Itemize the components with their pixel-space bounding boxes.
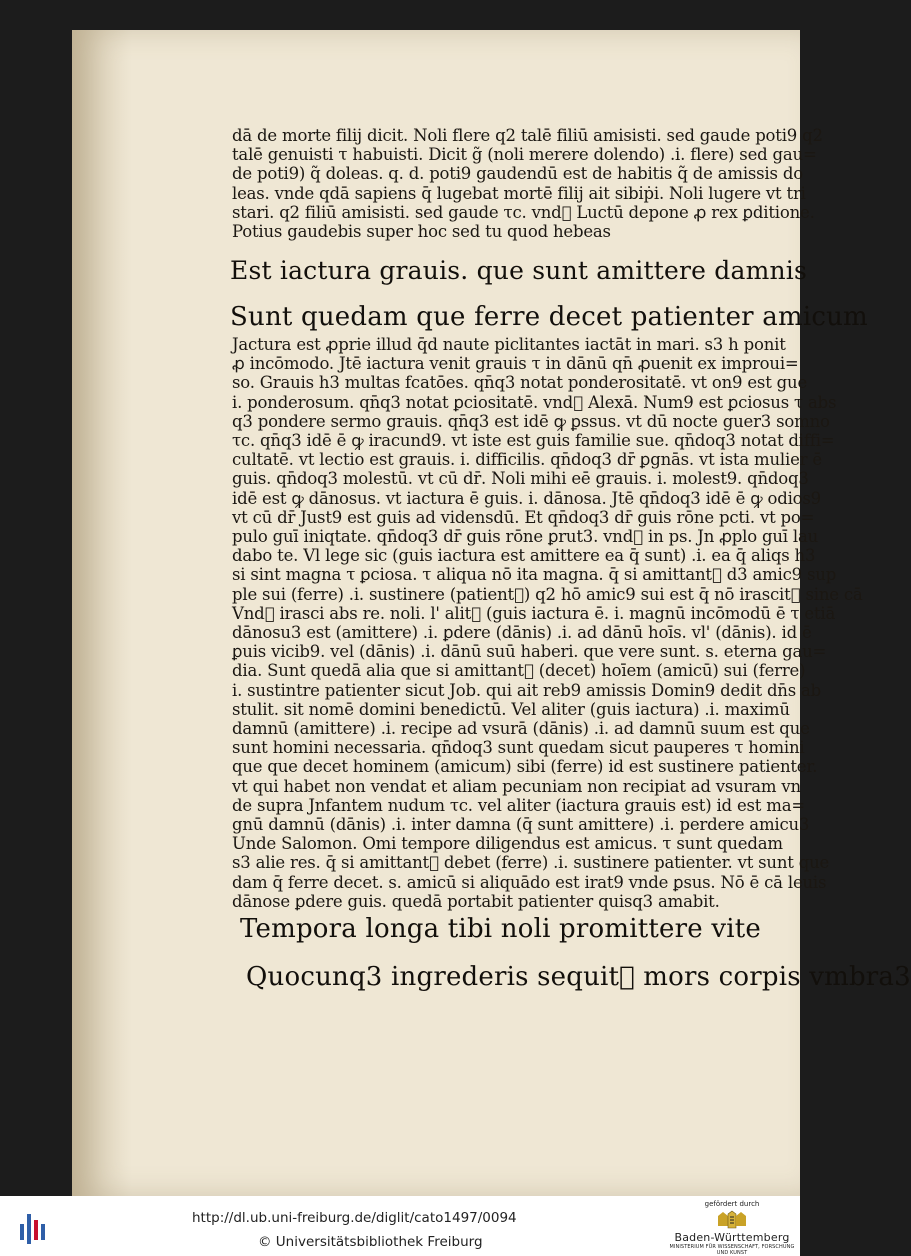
gloss-line: stulit. sit nomē domini benedictū. Vel aliter (guis iactura) .i. maximū bbox=[232, 699, 790, 719]
gloss-line: sunt homini necessaria. qn̄doq3 sunt quedam sicut pauperes τ homini bbox=[232, 738, 805, 758]
gloss-line: Jactura est ꝓprie illud q̄d naute piclitantes iactāt in mari. s3 h ponit bbox=[232, 335, 786, 354]
page-shadow bbox=[72, 30, 132, 1196]
funder-name: Baden-Württemberg bbox=[674, 1231, 790, 1244]
gloss-line: de poti9) q̃ doleas. q. d. poti9 gaudendū est de habitis q̃ de amissis do bbox=[232, 164, 803, 184]
gloss-line: leas. vnde qdā sapiens q̄ lugebat mortē filij ait sibi̇ṗi. Noli lugere vt tri bbox=[232, 183, 806, 203]
gloss-line: dānosu3 est (amittere) .i. ꝑdere (dānis) .i. ad dānū hoīs. vl' (dānis). id ē bbox=[232, 623, 812, 643]
gloss-line: ꝓ incōmodo. Jtē iactura venit grauis τ in dānū qn̄ ꝓuenit ex improui= bbox=[232, 354, 799, 374]
ub-freiburg-logo-icon bbox=[14, 1208, 54, 1248]
gloss-line: Vnd᷑ irasci abs re. noli. l' alit᷑ (guis iactura ē. i. magnū incōmodū ē τ etiā bbox=[232, 603, 836, 623]
verse-1: Est iactura grauis. que sunt amittere damnis bbox=[230, 256, 808, 285]
gloss-main bbox=[232, 335, 863, 911]
gloss-line: gnū damnū (dānis) .i. inter damna (q̄ sunt amittere) .i. perdere amicu3 bbox=[232, 815, 810, 835]
gloss-line: dā de morte filij dicit. Noli flere q2 talē filiū amisisti. sed gaude poti9 q2 bbox=[232, 126, 823, 145]
gloss-line: vt qui habet non vendat et aliam pecuniam non recipiat ad vsuram vn bbox=[232, 776, 801, 796]
verse-3: Tempora longa tibi noli promittere vite bbox=[240, 914, 761, 944]
gloss-line: Unde Salomon. Omi tempore diligendus est amicus. τ sunt quedam bbox=[232, 834, 783, 854]
gloss-line: vt cū dr̄ Just9 est guis ad vidensdū. Et qn̄doq3 dr̄ guis rōne pcti. vt po= bbox=[232, 507, 815, 527]
gloss-line: τc. qn̄q3 idē ē ꝙ iracund9. vt iste est guis familie sue. qn̄doq3 notat diffi= bbox=[232, 431, 835, 451]
verse-4: Quocunq3 ingrederis sequit᷑ mors corpis vmbra3 bbox=[246, 962, 911, 992]
funder-logo bbox=[668, 1198, 796, 1254]
gloss-line: pulo guī iniqtate. qn̄doq3 dr̄ guis rōne ꝑrut3. vnd᷑ in ps. Jn ꝓplo guī lau bbox=[232, 527, 819, 547]
gloss-line: ꝑuis vicib9. vel (dānis) .i. dānū suū haberi. que vere sunt. s. eterna gau= bbox=[232, 642, 827, 662]
gloss-line: cultatē. vt lectio est grauis. i. difficilis. qn̄doq3 dr̄ ꝑgnās. vt ista mulier ē bbox=[232, 450, 822, 470]
permalink-url[interactable]: http://dl.ub.uni-freiburg.de/diglit/cato1497/0094 bbox=[192, 1210, 517, 1226]
gloss-line: i. ponderosum. qn̄q3 notat ꝑciositatē. vnd᷑ Alexā. Num9 est ꝑciosus τ abs bbox=[232, 392, 837, 412]
footer-bar bbox=[0, 1196, 800, 1256]
gloss-line: dānose ꝑdere guis. quedā portabit patienter quisq3 amabit. bbox=[232, 891, 720, 911]
copyright-notice: © Universitätsbibliothek Freiburg bbox=[258, 1234, 483, 1250]
baden-wuerttemberg-coat-of-arms-icon bbox=[715, 1210, 749, 1230]
gloss-line: dam q̄ ferre decet. s. amicū si aliquādo est irat9 vnde ꝑsus. Nō ē cā leuis bbox=[232, 872, 827, 892]
gloss-line: ple sui (ferre) .i. sustinere (patient᷑) q2 hō amic9 sui est q̄ nō irascit᷑ sine cā bbox=[232, 584, 863, 604]
gloss-top bbox=[232, 126, 823, 242]
verse-2: Sunt quedam que ferre decet patienter amicum bbox=[230, 302, 868, 332]
gloss-line: talē genuisti τ habuisti. Dicit g̃ (noli merere dolendo) .i. flere) sed gau= bbox=[232, 145, 817, 165]
gloss-line: q3 pondere sermo grauis. qn̄q3 est idē ꝙ ꝑssus. vt dū nocte guer3 somno bbox=[232, 411, 830, 431]
funder-ministry: MINISTERIUM FÜR WISSENSCHAFT, FORSCHUNG UND KUNST bbox=[669, 1244, 795, 1256]
gloss-line: guis. qn̄doq3 molestū. vt cū dr̄. Noli mihi eē grauis. i. molest9. qn̄doq3 bbox=[232, 469, 809, 489]
gloss-line: i. sustintre patienter sicut Job. qui ait reb9 amissis Domin9 dedit dn̄s ab bbox=[232, 680, 822, 700]
gloss-line: dia. Sunt quedā alia que si amittant᷑ (decet) hoīem (amicū) sui (ferre) bbox=[232, 661, 806, 681]
gloss-line: de supra Jnfantem nudum τc. vel aliter (iactura grauis est) id est ma= bbox=[232, 795, 805, 815]
gloss-line: damnū (amittere) .i. recipe ad vsurā (dānis) .i. ad damnū suum est que bbox=[232, 719, 810, 739]
gloss-line: so. Grauis h3 multas fcatōes. qn̄q3 notat ponderositatē. vt on9 est gue bbox=[232, 373, 808, 393]
funder-label: gefördert durch bbox=[704, 1200, 760, 1208]
gloss-line: si sint magna τ ꝑciosa. τ aliqua nō ita magna. q̄ si amittant᷑ d3 amic9 sup bbox=[232, 565, 837, 585]
gloss-line: Potius gaudebis super hoc sed tu quod hebeas bbox=[232, 222, 611, 242]
gloss-line: stari. q2 filiū amisisti. sed gaude τc. vnd᷑ Luctū depone ꝓ rex ꝑditione. bbox=[232, 202, 815, 222]
gloss-line: dabo te. Vl lege sic (guis iactura est amittere ea q̄ sunt) .i. ea q̄ aliqs h3 bbox=[232, 546, 816, 566]
gloss-line: s3 alie res. q̄ si amittant᷑ debet (ferre) .i. sustinere patienter. vt sunt que bbox=[232, 853, 830, 873]
gloss-line: idē est ꝙ dānosus. vt iactura ē guis. i. dānosa. Jtē qn̄doq3 idē ē ꝙ odios9 bbox=[232, 488, 821, 508]
gloss-line: que que decet hominem (amicum) sibi (ferre) id est sustinere patienter. bbox=[232, 757, 818, 777]
